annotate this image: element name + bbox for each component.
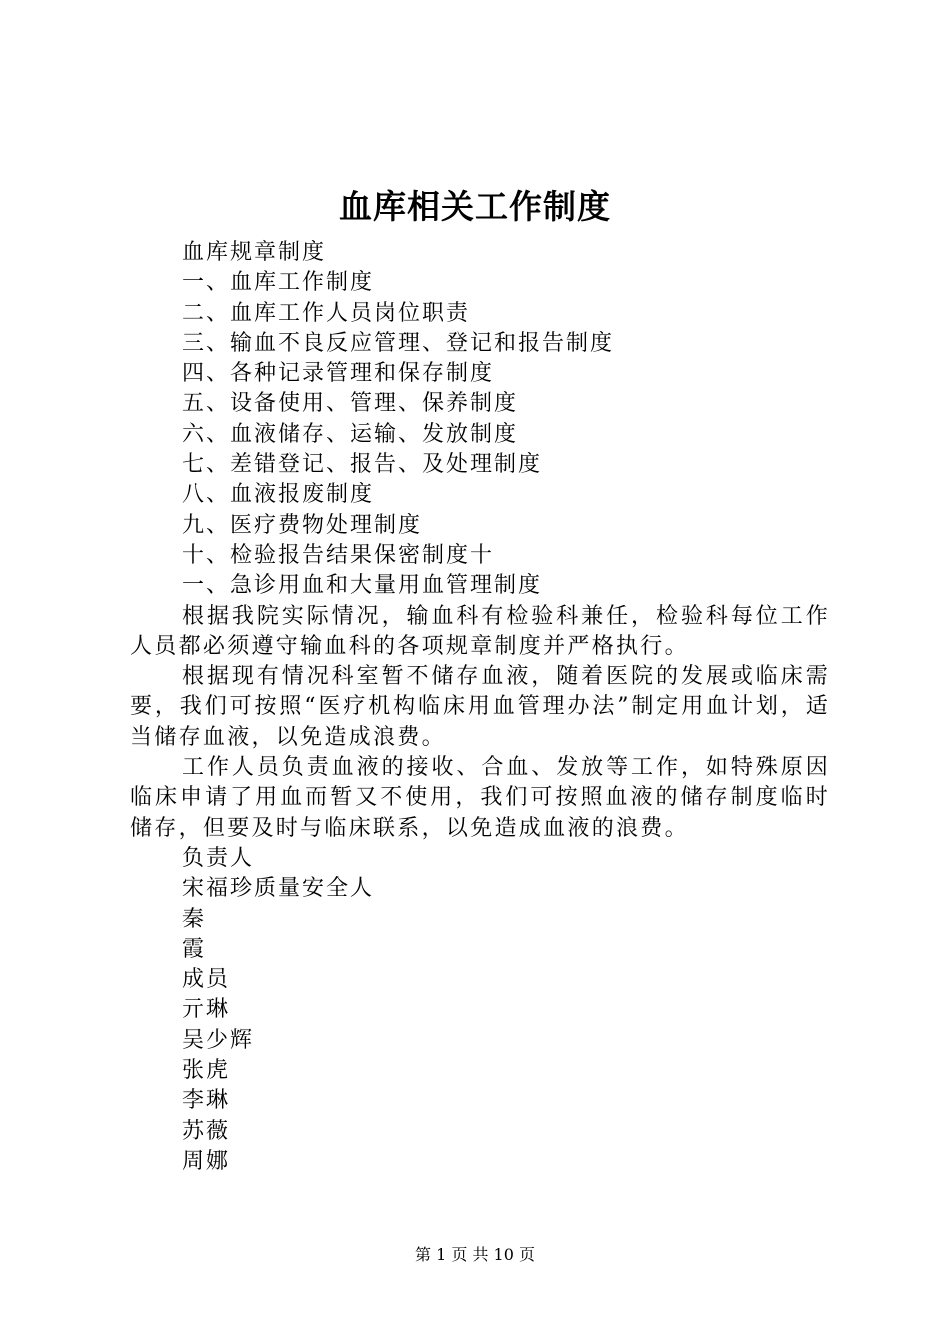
list-item: 七、差错登记、报告、及处理制度 [182,452,543,478]
staff-line: 张虎 [182,1058,231,1084]
staff-line: 宋福珍质量安全人 [182,876,375,902]
document-title: 血库相关工作制度 [339,187,611,226]
list-item: 一、血库工作制度 [182,270,375,296]
staff-line: 秦 [182,906,207,932]
staff-line: 霞 [182,936,207,962]
staff-line: 成员 [182,967,231,993]
list-item: 十、检验报告结果保密制度十 [182,542,495,568]
staff-line: 李琳 [182,1088,231,1114]
page-footer: 第 1 页 共 10 页 [415,1245,535,1264]
list-heading: 血库规章制度 [182,240,327,265]
body-paragraph: 根据现有情况科室暂不储存血液，随着医院的发展或临床需要，我们可按照“医疗机构临床用血管理办法”制定用血计划，适当储存血液，以免造成浪费。 [130,664,830,750]
staff-line: 苏薇 [182,1118,231,1144]
list-item: 二、血库工作人员岗位职责 [182,300,471,326]
list-item: 九、医疗费物处理制度 [182,512,423,538]
list-item: 五、设备使用、管理、保养制度 [182,391,519,417]
body-paragraph: 工作人员负责血液的接收、合血、发放等工作，如特殊原因临床申请了用血而暂又不使用，我们可按照血液的储存制度临时储存，但要及时与临床联系，以免造成血液的浪费。 [130,755,830,841]
list-item: 六、血液储存、运输、发放制度 [182,421,519,447]
list-item: 三、输血不良反应管理、登记和报告制度 [182,330,615,356]
staff-line: 负责人 [182,845,255,871]
list-item: 四、各种记录管理和保存制度 [182,361,495,387]
body-paragraph: 根据我院实际情况，输血科有检验科兼任，检验科每位工作人员都必须遵守输血科的各项规章制度并严格执行。 [130,603,830,659]
staff-line: 周娜 [182,1148,231,1174]
staff-line: 亓琳 [182,997,231,1023]
list-item: 一、急诊用血和大量用血管理制度 [182,573,543,599]
document-body [130,238,830,1177]
list-item: 八、血液报废制度 [182,482,375,508]
staff-line: 吴少辉 [182,1027,255,1053]
